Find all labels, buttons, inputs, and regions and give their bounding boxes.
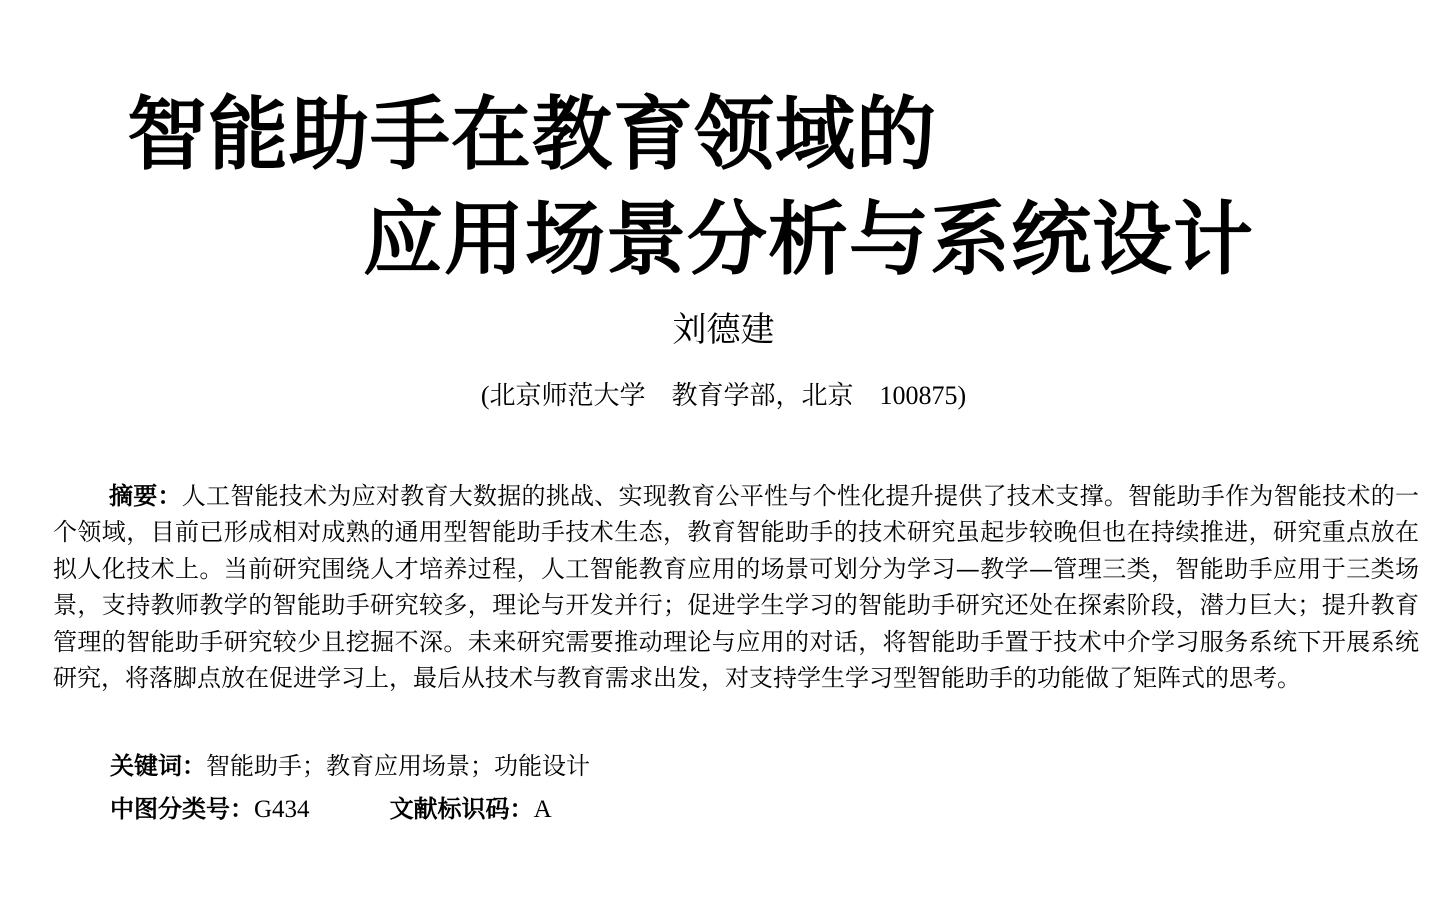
paper-title-line-1: 智能助手在教育领域的 [127,88,937,181]
clc-label: 中图分类号： [110,795,254,823]
keywords-label: 关键词： [110,752,206,780]
doc-code-value: A [533,796,552,823]
abstract-text: 人工智能技术为应对教育大数据的挑战、实现教育公平性与个性化提升提供了技术支撑。智能助手作为智能技术的一个领域，目前已形成相对成熟的通用型智能助手技术生态，教育智能助手的技术研究虽起步较晚但也在持续推进，研究重点放在拟人化技术上。当前研究围绕人才培养过程，人工智能教育应用的场景可划分为学习—教学—管理三类，智能助手应用于三类场景，支持教师教学的智能助手研究较多，理论与开发并行；促进学生学习的智能助手研究还处在探索阶段，潜力巨大；提升教育管理的智能助手研究较少且挖掘不深。未来研究需要推动理论与应用的对话，将智能助手置于技术中介学习服务系统下开展系统研究，将落脚点放在促进学习上，最后从技术与教育需求出发，对支持学生学习型智能助手的功能做了矩阵式的思考。 [53,482,1420,693]
author-name: 刘德建 [672,310,775,350]
keywords [110,752,590,781]
clc-value: G434 [254,796,310,823]
abstract-label: 摘要： [109,482,182,510]
doc-code-label: 文献标识码： [389,795,534,823]
keywords-text: 智能助手；教育应用场景；功能设计 [206,752,590,780]
abstract [53,478,1419,696]
classification-info [110,795,552,825]
paper-title-line-2: 应用场景分析与系统设计 [363,193,1254,286]
author-affiliation: (北京师范大学 教育学部，北京 100875) [480,381,967,410]
